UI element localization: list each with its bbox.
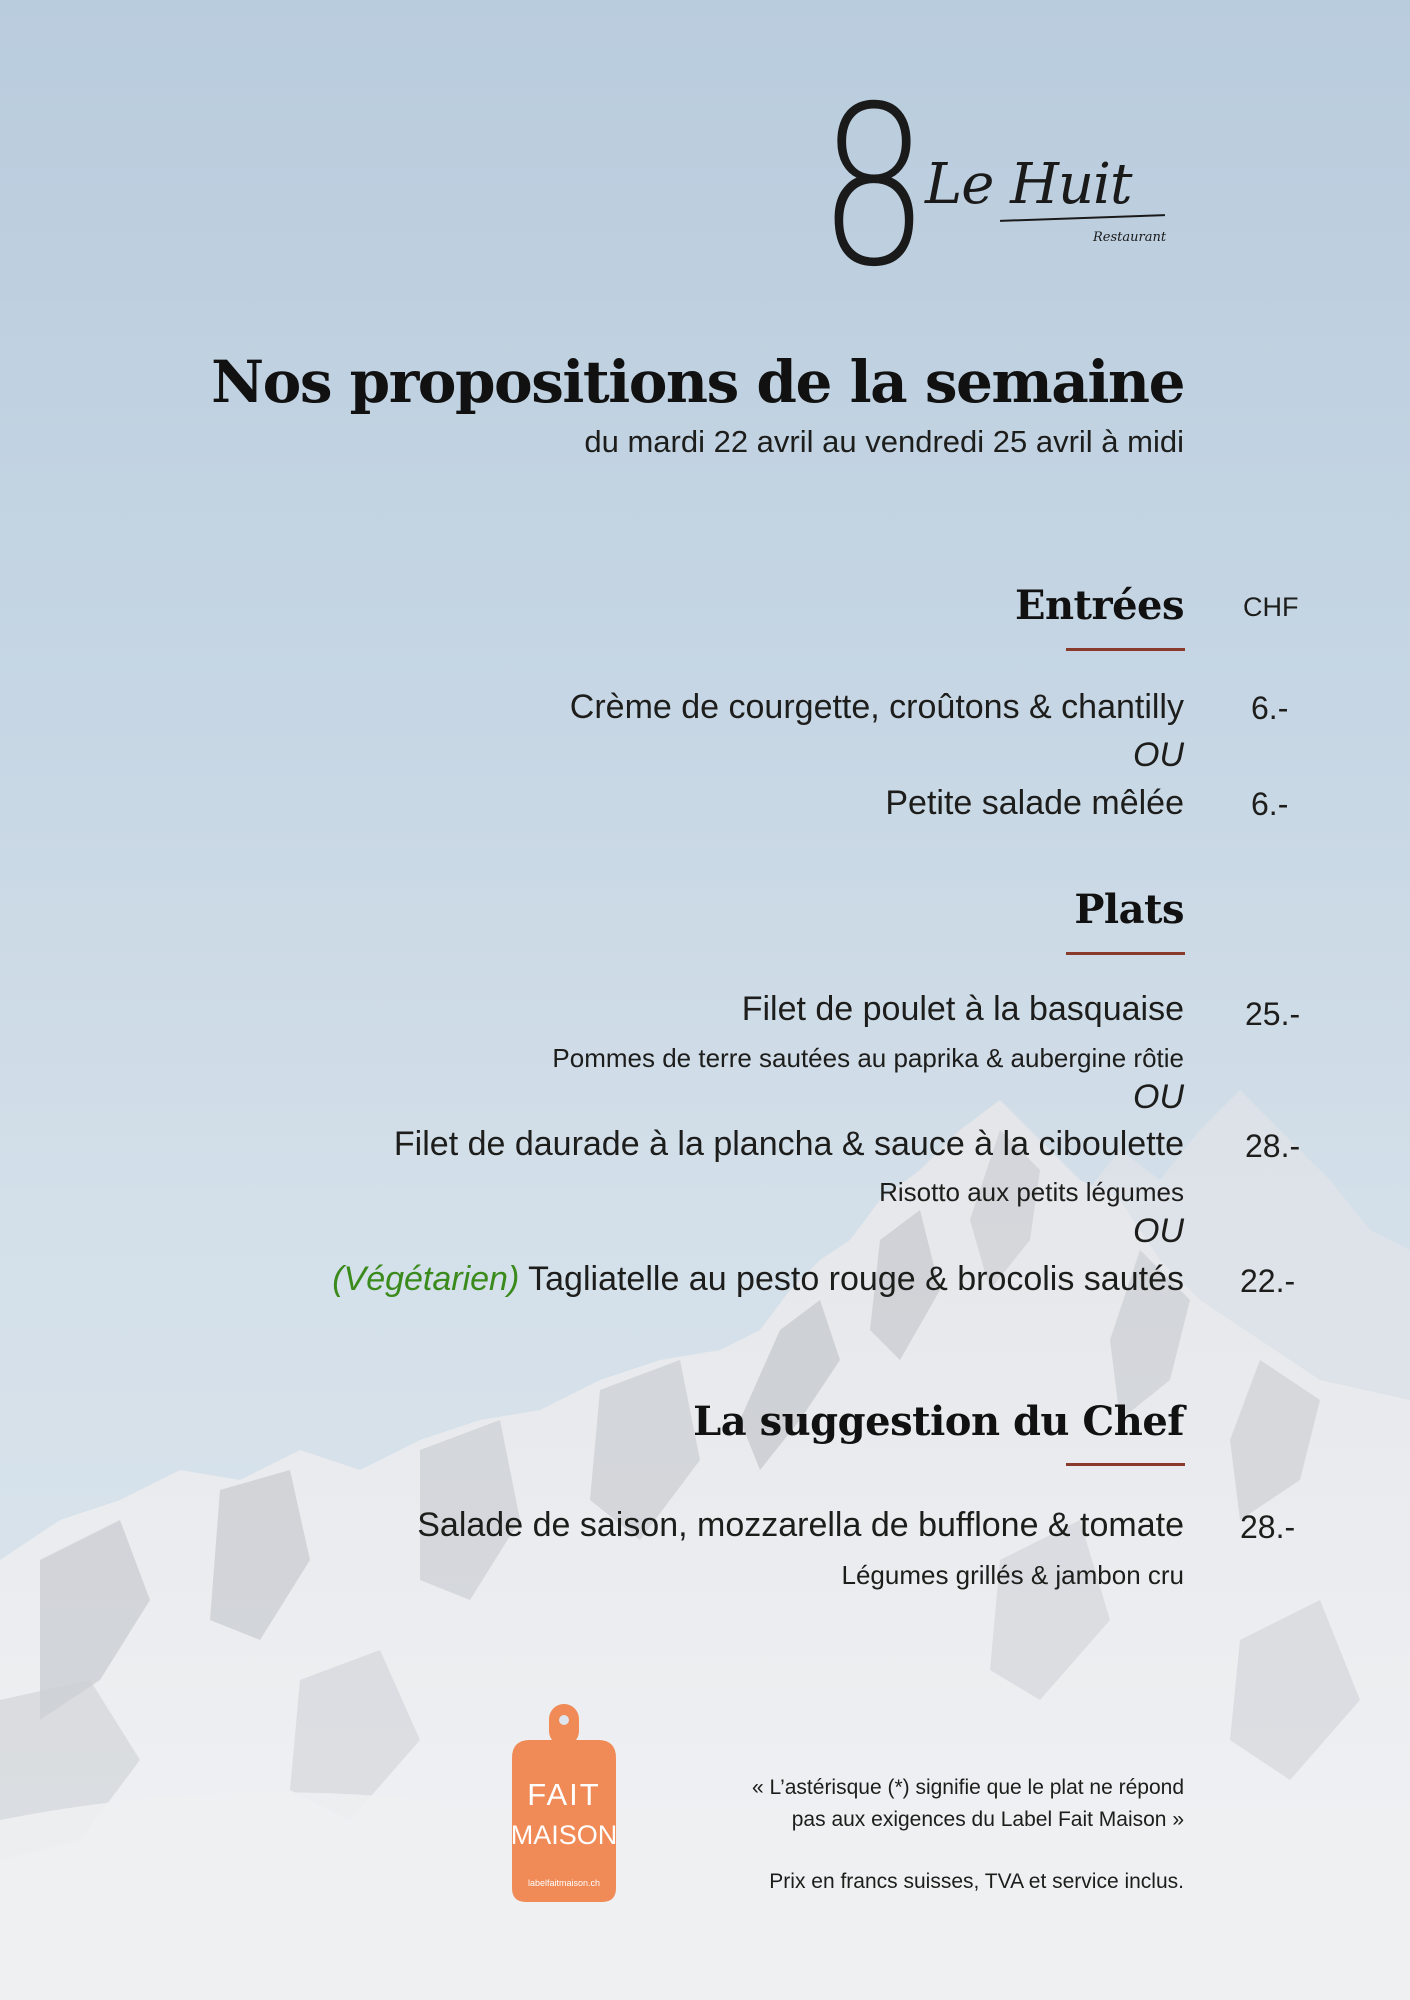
section-heading-entrees: Entrées bbox=[1014, 582, 1184, 629]
dish-detail: Pommes de terre sautées au paprika & aubergine rôtie bbox=[552, 1043, 1184, 1073]
dish-price: 6.- bbox=[1251, 690, 1289, 726]
page-subtitle: du mardi 22 avril au vendredi 25 avril à midi bbox=[584, 424, 1184, 459]
dish-detail: Risotto aux petits légumes bbox=[879, 1177, 1184, 1207]
footnote-prices: Prix en francs suisses, TVA et service inclus. bbox=[769, 1870, 1184, 1893]
footnote-asterisk-2: pas aux exigences du Label Fait Maison » bbox=[791, 1808, 1184, 1831]
dish-name: Tagliatelle au pesto rouge & brocolis sautés bbox=[528, 1260, 1184, 1298]
section-rule bbox=[1066, 648, 1185, 651]
footnote-asterisk-1: « L’astérisque (*) signifie que le plat ne répond bbox=[752, 1776, 1184, 1799]
dish-price: 28.- bbox=[1245, 1128, 1301, 1164]
dish-name: Petite salade mêlée bbox=[885, 784, 1184, 822]
section-heading-chef: La suggestion du Chef bbox=[693, 1398, 1184, 1445]
badge-line-fait: FAIT bbox=[527, 1777, 601, 1812]
dish-price: 6.- bbox=[1251, 786, 1289, 822]
currency-label: CHF bbox=[1243, 592, 1299, 622]
dish-name: Crème de courgette, croûtons & chantilly bbox=[569, 688, 1184, 726]
dish-price: 25.- bbox=[1245, 996, 1301, 1032]
dish-name: Salade de saison, mozzarella de bufflone & tomate bbox=[417, 1506, 1184, 1544]
dish-price: 28.- bbox=[1240, 1509, 1296, 1545]
or-separator: OU bbox=[1133, 736, 1184, 774]
vegetarian-tag: (Végétarien) bbox=[332, 1260, 520, 1298]
dish-name-vegetarian bbox=[332, 1260, 1184, 1299]
or-separator: OU bbox=[1133, 1078, 1184, 1116]
logo-subtitle: Restaurant bbox=[1093, 230, 1167, 245]
badge-line-maison: MAISON bbox=[510, 1820, 618, 1850]
logo-script: Le Huit bbox=[925, 152, 1132, 217]
dish-price: 22.- bbox=[1240, 1263, 1296, 1299]
badge-url: labelfaitmaison.ch bbox=[527, 1878, 601, 1888]
dish-name: Filet de poulet à la basquaise bbox=[741, 990, 1184, 1028]
page-title: Nos propositions de la semaine bbox=[211, 348, 1184, 416]
or-separator: OU bbox=[1133, 1212, 1184, 1250]
section-heading-plats: Plats bbox=[1074, 886, 1184, 933]
section-rule bbox=[1066, 1463, 1185, 1466]
section-rule bbox=[1066, 952, 1185, 955]
dish-name: Filet de daurade à la plancha & sauce à la ciboulette bbox=[393, 1125, 1184, 1163]
dish-detail: Légumes grillés & jambon cru bbox=[841, 1560, 1184, 1590]
logo-numeral: 8 bbox=[818, 59, 927, 315]
